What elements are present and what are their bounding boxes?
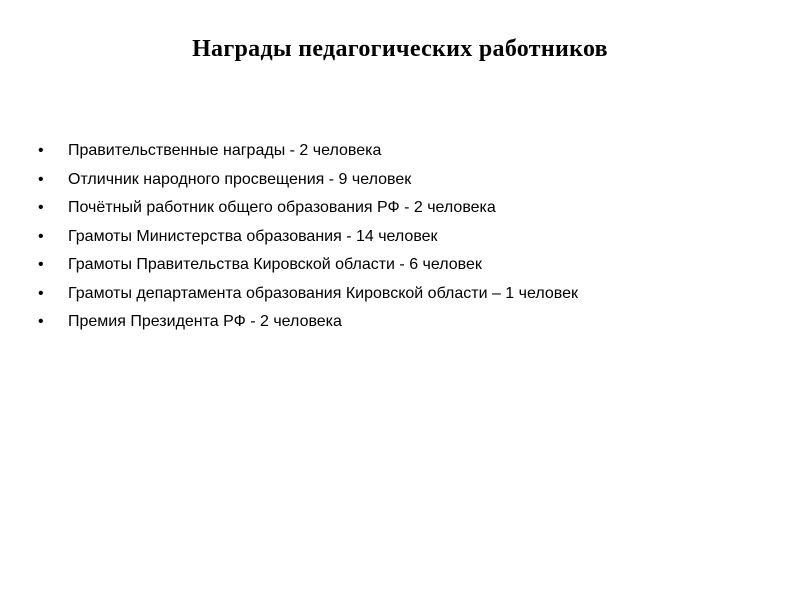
bullet-icon: •	[38, 199, 44, 216]
list-item-text: Премия Президента РФ - 2 человека	[68, 313, 342, 330]
bullet-icon: •	[38, 284, 44, 302]
list-item-text: Грамоты департамента образования Кировской области – 1 человек	[68, 284, 578, 302]
list-item	[36, 280, 776, 309]
list-item	[36, 223, 776, 252]
bullet-icon: •	[38, 256, 44, 273]
bullet-icon: •	[38, 227, 44, 245]
bullet-icon: •	[38, 142, 44, 159]
list-item-text: Почётный работник общего образования РФ - 2 человека	[68, 199, 496, 216]
list-item	[36, 166, 776, 195]
list-item-text: Правительственные награды - 2 человека	[68, 142, 382, 159]
list-item	[36, 308, 776, 337]
list-item	[36, 251, 776, 280]
awards-list	[36, 137, 776, 337]
list-item-text: Грамоты Правительства Кировской области - 6 человек	[68, 256, 482, 273]
bullet-icon: •	[38, 313, 44, 330]
bullet-icon: •	[38, 170, 44, 188]
list-item	[36, 194, 776, 223]
list-item-text: Грамоты Министерства образования - 14 человек	[68, 227, 438, 245]
list-item-text: Отличник народного просвещения - 9 человек	[68, 170, 412, 188]
list-item	[36, 137, 776, 166]
slide-title: Награды педагогических работников	[192, 36, 608, 62]
